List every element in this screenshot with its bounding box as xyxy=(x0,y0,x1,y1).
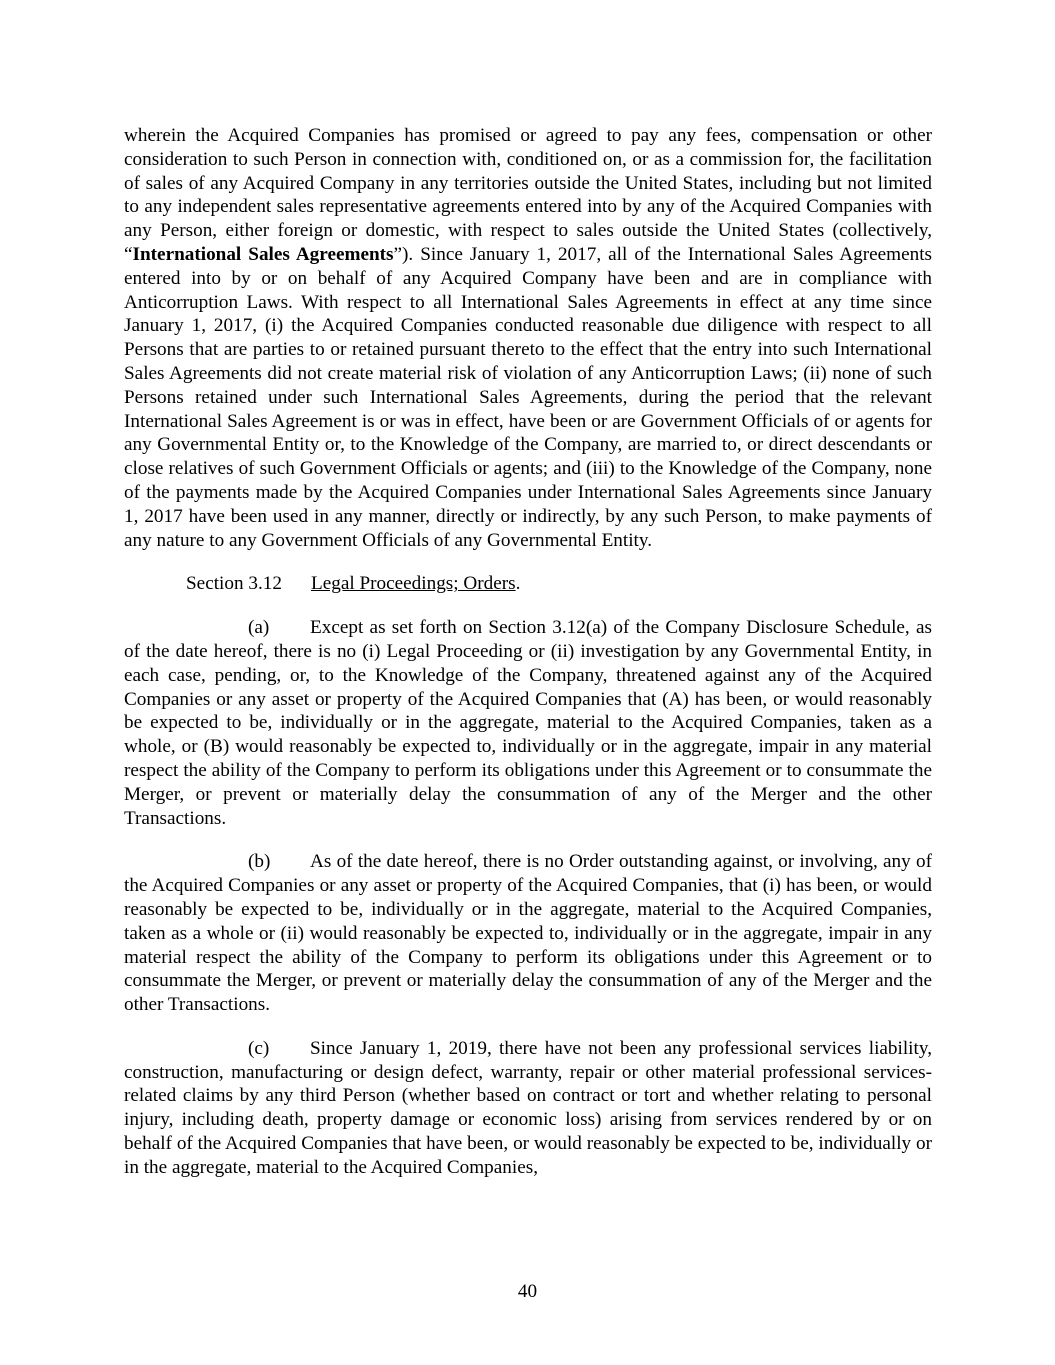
intro-text-after-term: ”). Since January 1, 2017, all of the International Sales Agreements entered into by or on behalf of any Acquired Company have been and are in compliance with Anticorruption Laws. With respect to all International Sales Agreements in effect at any time since January 1, 2017, (i) the Acquired Companies conducted reasonable due diligence with respect to all Persons that are parties to or retained pursuant thereto to the effect that the entry into such International Sales Agreements did not create material risk of violation of any Anticorruption Laws; (ii) none of such Persons retained under such International Sales Agreements, during the period that the relevant International Sales Agreement is or was in effect, have been or are Government Officials of or agents for any Governmental Entity or, to the Knowledge of the Company, are married to, or direct descendants or close relatives of such Government Officials or agents; and (iii) to the Knowledge of the Company, none of the payments made by the Acquired Companies under International Sales Agreements since January 1, 2017 have been used in any manner, directly or indirectly, by any such Person, to make payments of any nature to any Government Officials of any Governmental Entity. xyxy=(124,243,932,551)
subsection-label: (b) xyxy=(248,851,271,873)
intro-text-before-term: wherein the Acquired Companies has promised or agreed to pay any fees, compensation or other consideration to such Person in connection with, conditioned on, or as a commission for, the facilitation of sales of any Acquired Company in any territories outside the United States, including but not limited to any independent sales representative agreements entered into by any of the Acquired Companies with any Person, either foreign or domestic, with respect to sales outside the United States (collectively, “ xyxy=(124,125,932,265)
intro-paragraph xyxy=(124,124,932,552)
section-heading xyxy=(124,572,932,596)
section-title: Legal Proceedings; Orders xyxy=(311,573,516,595)
defined-term-international-sales-agreements: International Sales Agreements xyxy=(132,243,394,265)
section-title-period: . xyxy=(515,573,521,595)
subsection-label: (c) xyxy=(248,1037,270,1059)
subsection-a xyxy=(124,616,932,830)
page-number: 40 xyxy=(517,1281,538,1302)
section-number: Section 3.12 xyxy=(186,573,282,595)
subsection-text: Except as set forth on Section 3.12(a) of the Company Disclosure Schedule, as of the date hereof, there is no (i) Legal Proceeding or (ii) investigation by any Governmental Entity, in each case, pending, or, to the Knowledge of the Company, threatened against any of the Acquired Companies or any asset or property of the Acquired Companies that (A) has been, or would reasonably be expected to be, individually or in the aggregate, material to the Acquired Companies, taken as a whole, or (B) would reasonably be expected to, individually or in the aggregate, impair in any material respect the ability of the Company to perform its obligations under this Agreement or to consummate the Merger, or prevent or materially delay the consummation of any of the Merger and the other Transactions. xyxy=(124,617,932,829)
subsection-text: As of the date hereof, there is no Order outstanding against, or involving, any of the Acquired Companies or any asset or property of the Acquired Companies, that (i) has been, or would reasonably be expected to be, individually or in the aggregate, material to the Acquired Companies, taken as a whole or (ii) would reasonably be expected to, individually or in the aggregate, impair in any material respect the ability of the Company to perform its obligations under this Agreement or to consummate the Merger, or prevent or materially delay the consummation of any of the Merger and the other Transactions. xyxy=(124,851,932,1016)
subsection-c xyxy=(124,1037,932,1180)
subsection-label: (a) xyxy=(248,617,270,639)
subsection-text: Since January 1, 2019, there have not been any professional services liability, construction, manufacturing or design defect, warranty, repair or other material professional services-related claims by any third Person (whether based on contract or tort and whether relating to personal injury, including death, property damage or economic loss) arising from services rendered by or on behalf of the Acquired Companies that have been, or would reasonably be expected to be, individually or in the aggregate, material to the Acquired Companies, xyxy=(124,1037,932,1178)
document-page xyxy=(124,124,932,1200)
subsection-b xyxy=(124,850,932,1017)
